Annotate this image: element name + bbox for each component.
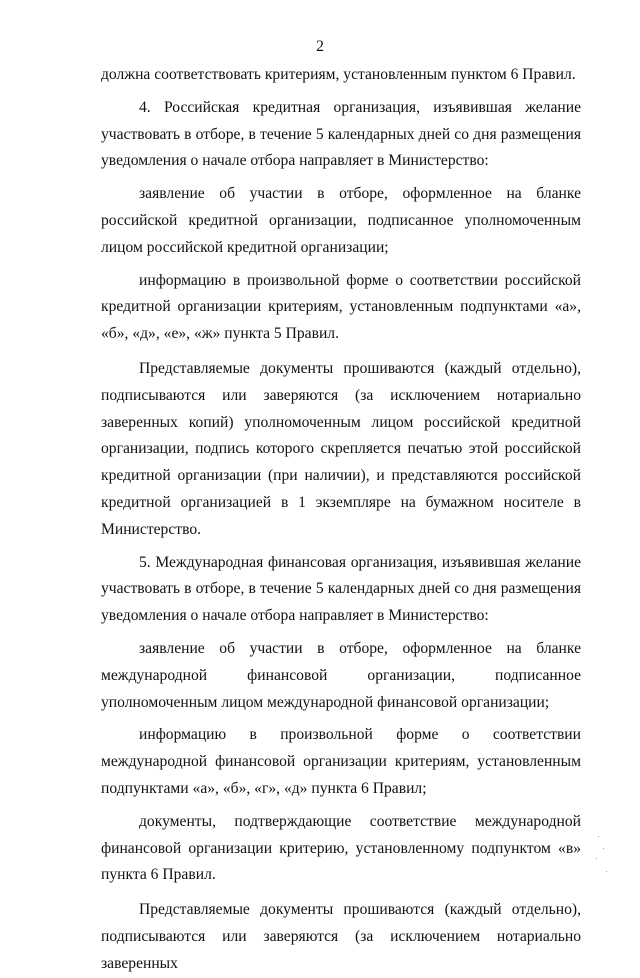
- paragraph-info-credit-org: информацию в произвольной форме о соответствии российской кредитной организации критериям, установленным подпунктами «а», «б», «д», «е», «ж» пункта 5 Правил.: [101, 271, 581, 343]
- scan-speck: [603, 848, 604, 849]
- paragraph-info-intl-org: информацию в произвольной форме о соответствии международной финансовой организации критериям, установленным подпунктами «а», «б», «г», «д» пункта 6 Правил;: [101, 726, 581, 797]
- paragraph-item-5: 5. Международная финансовая организация, изъявившая желание участвовать в отборе, в течение 5 календарных дней со дня размещения уведомления о начале отбора направляет в Министерство:: [101, 553, 581, 625]
- paragraph-documents-intl-org: Представляемые документы прошиваются (каждый отдельно), подписываются или заверяются (за исключением нотариально заверенных: [101, 901, 581, 972]
- scan-speck: [596, 858, 597, 859]
- document-body: [101, 62, 581, 978]
- paragraph-application-intl-org: заявление об участии в отборе, оформленное на бланке международной финансовой организации, подписанное уполномоченным лицом международной финансовой организации;: [101, 639, 581, 711]
- paragraph-item-4: 4. Российская кредитная организация, изъявившая желание участвовать в отборе, в течение 5 календарных дней со дня размещения уведомления о начале отбора направляет в Министерство:: [101, 98, 581, 170]
- paragraph-continuation: должна соответствовать критериям, установленным пунктом 6 Правил.: [101, 66, 576, 83]
- page-number: 2: [316, 38, 324, 55]
- scan-speck: [598, 836, 599, 837]
- paragraph-application-credit-org: заявление об участии в отборе, оформленное на бланке российской кредитной организации, подписанное уполномоченным лицом российской кредитной организации;: [101, 185, 581, 256]
- paragraph-documents-credit-org: Представляемые документы прошиваются (каждый отдельно), подписываются или заверяются (за исключением нотариально заверенных копий) уполномоченным лицом российской кредитной организации, подпись которого скрепляется печатью этой российской кредитной организации (при наличии), и представляются российской кредитной организацией в 1 экземпляре на бумажном носителе в Министерство.: [101, 359, 581, 538]
- paragraph-confirming-docs: документы, подтверждающие соответствие международной финансовой организации критерию, установленному подпунктом «в» пункта 6 Правил.: [101, 812, 581, 884]
- scan-speck: [606, 871, 607, 872]
